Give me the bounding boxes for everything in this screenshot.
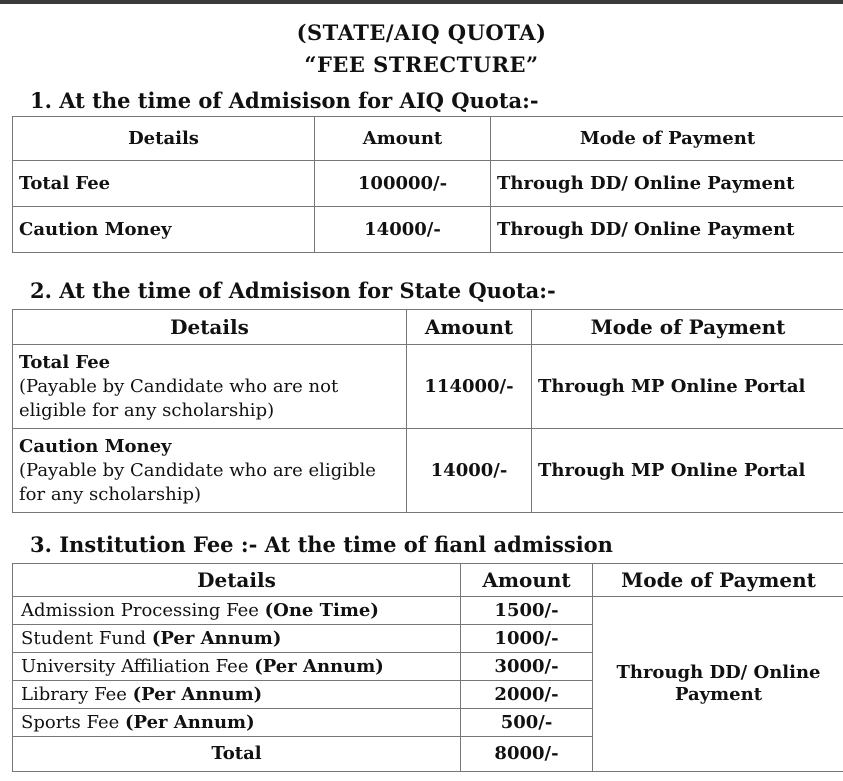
table-header-row (13, 117, 843, 161)
table-header-row (13, 564, 843, 597)
fee-note: (Payable by Candidate who are eligible for any scholarship) (19, 459, 376, 505)
table-row (13, 161, 843, 207)
table-row (13, 597, 843, 625)
fee-name: Sports Fee (21, 711, 120, 733)
header-details: Details (13, 117, 315, 161)
top-border (0, 0, 843, 4)
fee-mode: Through MP Online Portal (532, 345, 843, 429)
aiq-fee-table (12, 116, 843, 253)
table-row (13, 345, 843, 429)
fee-details (13, 429, 407, 513)
fee-title: Total Fee (19, 351, 111, 373)
header-amount: Amount (315, 117, 491, 161)
fee-title: Caution Money (19, 435, 172, 457)
fee-details (13, 709, 461, 737)
document-subtitle: “FEE STRECTURE” (304, 52, 539, 77)
header-amount: Amount (407, 310, 532, 345)
fee-period: (Per Annum) (132, 683, 263, 705)
fee-period: (Per Annum) (125, 711, 255, 733)
fee-details (13, 625, 461, 653)
fee-amount: 14000/- (407, 429, 532, 513)
fee-amount: 1000/- (461, 625, 593, 653)
fee-mode: Through DD/ Online Payment (491, 207, 843, 253)
section2-heading: 2. At the time of Admisison for State Quota:- (30, 278, 556, 303)
header-mode: Mode of Payment (491, 117, 843, 161)
document-title: (STATE/AIQ QUOTA) (296, 20, 547, 45)
section3-heading: 3. Institution Fee :- At the time of fianl admission (30, 532, 613, 557)
header-mode: Mode of Payment (532, 310, 843, 345)
fee-mode: Through MP Online Portal (532, 429, 843, 513)
fee-amount: 3000/- (461, 653, 593, 681)
table-row (13, 207, 843, 253)
fee-period: (One Time) (264, 599, 379, 621)
header-details: Details (13, 564, 461, 597)
fee-period: (Per Annum) (254, 655, 384, 677)
fee-details: Caution Money (13, 207, 315, 253)
fee-details (13, 597, 461, 625)
fee-details: Total Fee (13, 161, 315, 207)
fee-name: Library Fee (21, 683, 127, 705)
fee-details (13, 345, 407, 429)
fee-period: (Per Annum) (151, 627, 282, 649)
fee-amount: 14000/- (315, 207, 491, 253)
header-mode: Mode of Payment (593, 564, 843, 597)
fee-amount: 100000/- (315, 161, 491, 207)
fee-mode: Through DD/ Online Payment (491, 161, 843, 207)
total-label: Total (13, 737, 461, 772)
fee-amount: 2000/- (461, 681, 593, 709)
fee-name: Student Fund (21, 627, 147, 649)
fee-amount: 1500/- (461, 597, 593, 625)
payment-mode: Through DD/ Online Payment (593, 597, 843, 772)
fee-details (13, 653, 461, 681)
header-amount: Amount (461, 564, 593, 597)
institution-fee-table (12, 563, 843, 772)
total-amount: 8000/- (461, 737, 593, 772)
header-details: Details (13, 310, 407, 345)
table-row (13, 429, 843, 513)
fee-name: University Affiliation Fee (21, 655, 249, 677)
section1-heading: 1. At the time of Admisison for AIQ Quota:- (30, 88, 539, 113)
fee-details (13, 681, 461, 709)
fee-amount: 114000/- (407, 345, 532, 429)
fee-name: Admission Processing Fee (21, 599, 259, 621)
state-quota-fee-table (12, 309, 843, 513)
fee-amount: 500/- (461, 709, 593, 737)
table-header-row (13, 310, 843, 345)
fee-note: (Payable by Candidate who are not eligible for any scholarship) (19, 375, 339, 421)
